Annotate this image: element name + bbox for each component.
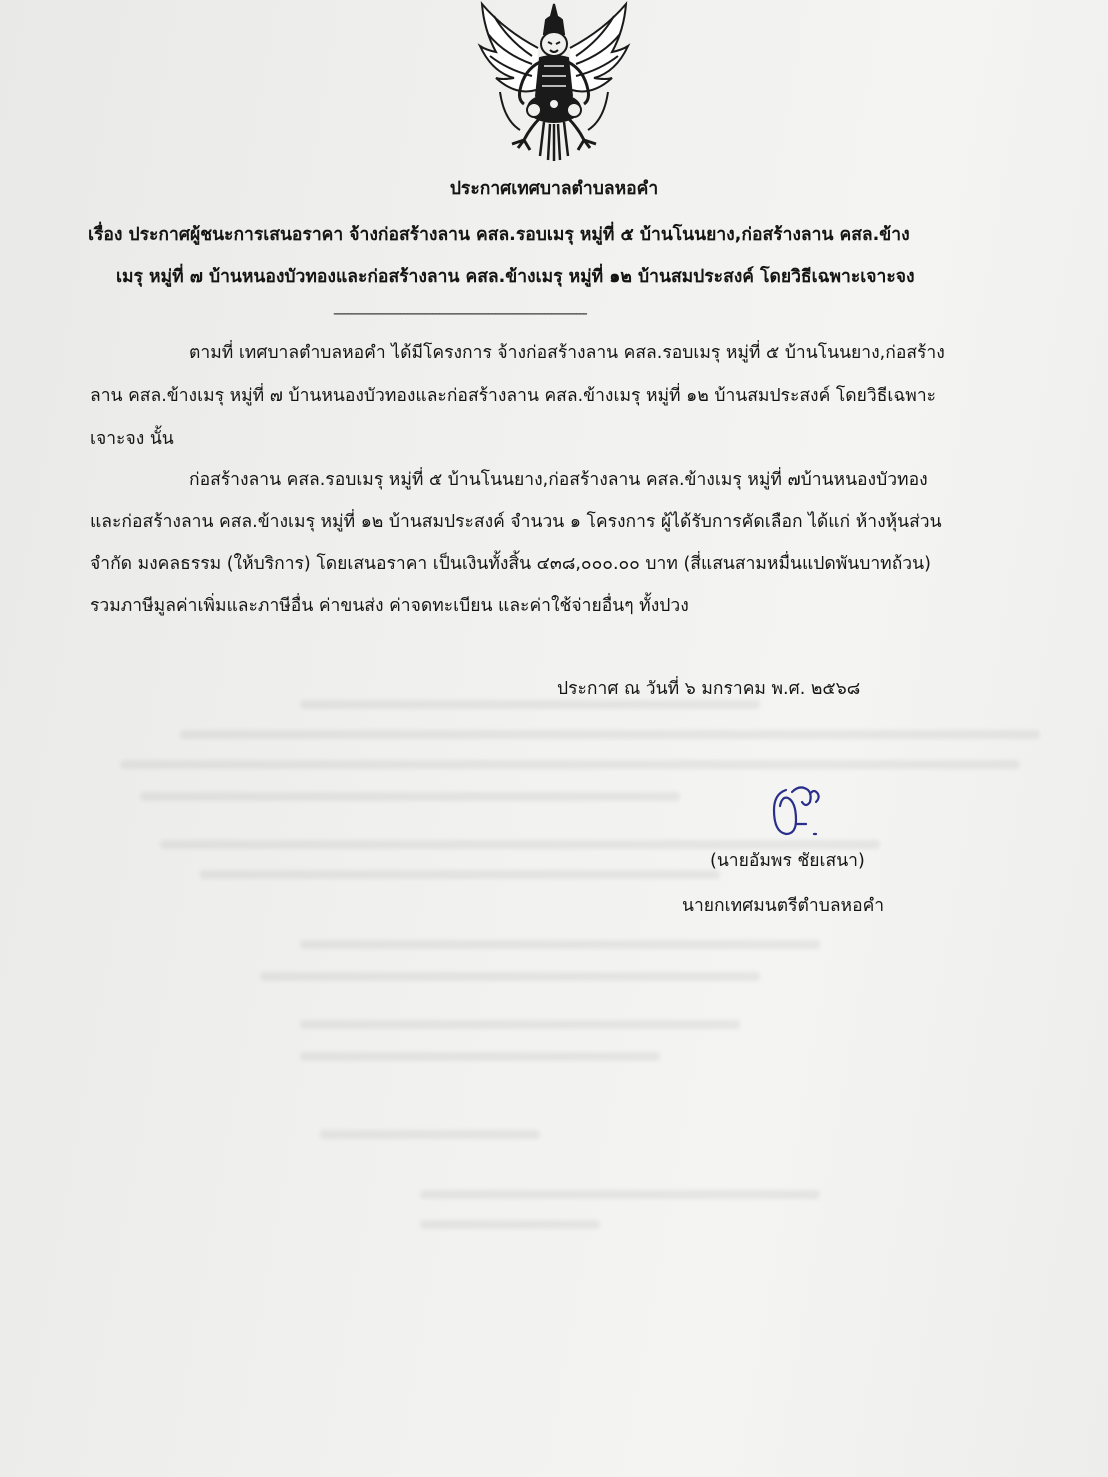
paper-show-through	[0, 700, 1108, 1400]
header-divider: ------------------------------------------------------------------------	[333, 304, 586, 322]
announcement-date: ประกาศ ณ วันที่ ๖ มกราคม พ.ศ. ๒๕๖๘	[557, 679, 861, 699]
paragraph-2-line-1: ก่อสร้างลาน คสล.รอบเมรุ หมู่ที่ ๕ บ้านโนนยาง,ก่อสร้างลาน คสล.ข้างเมรุ หมู่ที่ ๗บ้านหนองบัวทอง	[189, 470, 928, 490]
subject-line-1: เรื่อง ประกาศผู้ชนะการเสนอราคา จ้างก่อสร้างลาน คสล.รอบเมรุ หมู่ที่ ๕ บ้านโนนยาง,ก่อสร้างลาน คสล.ข้าง	[88, 225, 910, 245]
paragraph-1-line-1: ตามที่ เทศบาลตำบลหอคำ ได้มีโครงการ จ้างก่อสร้างลาน คสล.รอบเมรุ หมู่ที่ ๕ บ้านโนนยาง,ก่อสร้าง	[189, 343, 945, 363]
garuda-emblem-icon	[474, 0, 634, 162]
paragraph-2-line-3: จำกัด มงคลธรรม (ให้บริการ) โดยเสนอราคา เป็นเงินทั้งสิ้น ๔๓๘,๐๐๐.๐๐ บาท (สี่แสนสามหมื่นแปดพันบาทถ้วน)	[90, 554, 931, 574]
subject-line-2: เมรุ หมู่ที่ ๗ บ้านหนองบัวทองและก่อสร้างลาน คสล.ข้างเมรุ หมู่ที่ ๑๒ บ้านสมประสงค์ โดยวิธีเฉพาะเจาะจง	[116, 267, 915, 287]
paragraph-2-line-2: และก่อสร้างลาน คสล.ข้างเมรุ หมู่ที่ ๑๒ บ้านสมประสงค์ จำนวน ๑ โครงการ ผู้ได้รับการคัดเลือก ได้แก่ ห้างหุ้นส่วน	[90, 512, 942, 532]
signer-name: (นายอัมพร ชัยเสนา)	[710, 851, 865, 871]
paragraph-1-line-2: ลาน คสล.ข้างเมรุ หมู่ที่ ๗ บ้านหนองบัวทองและก่อสร้างลาน คสล.ข้างเมรุ หมู่ที่ ๑๒ บ้านสมประสงค์ โดยวิธีเฉพาะ	[90, 386, 937, 406]
document-title: ประกาศเทศบาลตำบลหอคำ	[449, 179, 659, 199]
handwritten-signature-icon	[766, 780, 836, 840]
paragraph-1-line-3: เจาะจง นั้น	[90, 429, 174, 449]
signer-position: นายกเทศมนตรีตำบลหอคำ	[682, 896, 885, 916]
paragraph-2-line-4: รวมภาษีมูลค่าเพิ่มและภาษีอื่น ค่าขนส่ง ค่าจดทะเบียน และค่าใช้จ่ายอื่นๆ ทั้งปวง	[90, 596, 689, 616]
